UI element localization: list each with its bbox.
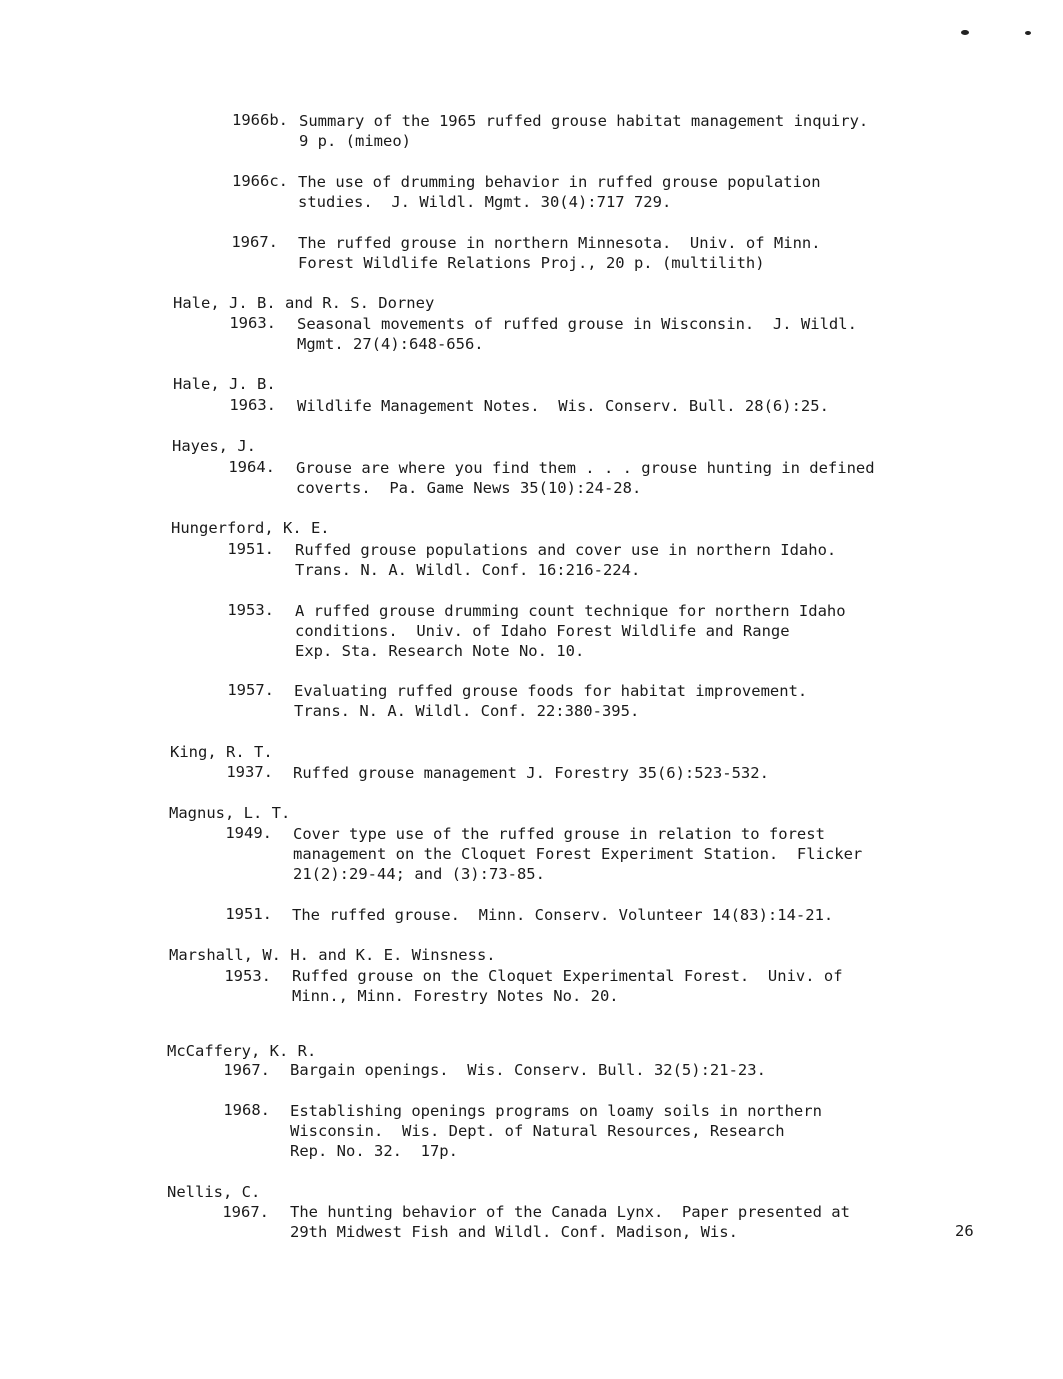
citation-line: Trans. N. A. Wildl. Conf. 16:216-224. (295, 561, 641, 579)
entry-year: 1963. (229, 396, 276, 414)
citation-line: Rep. No. 32. 17p. (290, 1142, 458, 1160)
citation-line: Seasonal movements of ruffed grouse in Wisconsin. J. Wildl. (297, 315, 857, 333)
author-heading: Hale, J. B. (173, 375, 276, 393)
entry-year: 1967. (231, 233, 278, 251)
citation-line: Cover type use of the ruffed grouse in relation to forest (293, 825, 825, 843)
citation-line: Ruffed grouse on the Cloquet Experimental Forest. Univ. of (292, 967, 843, 985)
entry-year: 1967. (223, 1061, 270, 1079)
author-heading: Nellis, C. (167, 1183, 261, 1201)
citation-line: Forest Wildlife Relations Proj., 20 p. (multilith) (298, 254, 765, 272)
citation-line: management on the Cloquet Forest Experiment Station. Flicker (293, 845, 863, 863)
author-heading: Hale, J. B. and R. S. Dorney (173, 294, 435, 312)
citation-line: Ruffed grouse management J. Forestry 35(6):523-532. (293, 764, 769, 782)
entry-year: 1963. (229, 314, 276, 332)
citation-line: coverts. Pa. Game News 35(10):24-28. (296, 479, 642, 497)
entry-year: 1957. (227, 681, 274, 699)
author-heading: Marshall, W. H. and K. E. Winsness. (169, 946, 496, 964)
citation-line: Summary of the 1965 ruffed grouse habitat management inquiry. (299, 112, 869, 130)
citation-line: Exp. Sta. Research Note No. 10. (295, 642, 585, 660)
citation-line: 29th Midwest Fish and Wildl. Conf. Madison, Wis. (290, 1223, 738, 1241)
entry-year: 1967. (222, 1203, 269, 1221)
author-heading: King, R. T. (170, 743, 273, 761)
scan-speck (961, 30, 969, 35)
scan-speck (1025, 31, 1031, 35)
entry-year: 1951. (227, 540, 274, 558)
entry-year: 1953. (224, 967, 271, 985)
citation-line: Bargain openings. Wis. Conserv. Bull. 32(5):21-23. (290, 1061, 766, 1079)
citation-line: Wisconsin. Wis. Dept. of Natural Resources, Research (290, 1122, 785, 1140)
citation-line: Mgmt. 27(4):648-656. (297, 335, 484, 353)
entry-year: 1964. (228, 458, 275, 476)
author-heading: Magnus, L. T. (169, 804, 291, 822)
citation-line: The ruffed grouse in northern Minnesota. Univ. of Minn. (298, 234, 821, 252)
page-number: 26 (955, 1222, 974, 1240)
entry-year: 1951. (225, 905, 272, 923)
citation-line: A ruffed grouse drumming count technique for northern Idaho (295, 602, 846, 620)
author-heading: Hayes, J. (172, 437, 256, 455)
entry-year: 1968. (223, 1101, 270, 1119)
citation-line: Grouse are where you find them . . . grouse hunting in defined (296, 459, 875, 477)
citation-line: Trans. N. A. Wildl. Conf. 22:380-395. (294, 702, 640, 720)
citation-line: Establishing openings programs on loamy soils in northern (290, 1102, 822, 1120)
citation-line: studies. J. Wildl. Mgmt. 30(4):717 729. (298, 193, 672, 211)
author-heading: McCaffery, K. R. (167, 1042, 317, 1060)
entry-year: 1937. (226, 763, 273, 781)
citation-line: 9 p. (mimeo) (299, 132, 411, 150)
author-heading: Hungerford, K. E. (171, 519, 330, 537)
citation-line: The use of drumming behavior in ruffed grouse population (298, 173, 821, 191)
citation-line: conditions. Univ. of Idaho Forest Wildlife and Range (295, 622, 790, 640)
citation-line: Evaluating ruffed grouse foods for habitat improvement. (294, 682, 808, 700)
citation-line: The hunting behavior of the Canada Lynx. Paper presented at (290, 1203, 850, 1221)
citation-line: Minn., Minn. Forestry Notes No. 20. (292, 987, 619, 1005)
citation-line: Wildlife Management Notes. Wis. Conserv. Bull. 28(6):25. (297, 397, 829, 415)
citation-line: Ruffed grouse populations and cover use in northern Idaho. (295, 541, 837, 559)
citation-line: The ruffed grouse. Minn. Conserv. Volunteer 14(83):14-21. (292, 906, 834, 924)
citation-line: 21(2):29-44; and (3):73-85. (293, 865, 545, 883)
entry-year: 1953. (227, 601, 274, 619)
entry-year: 1966c. (232, 172, 288, 190)
entry-year: 1949. (225, 824, 272, 842)
entry-year: 1966b. (232, 111, 288, 129)
